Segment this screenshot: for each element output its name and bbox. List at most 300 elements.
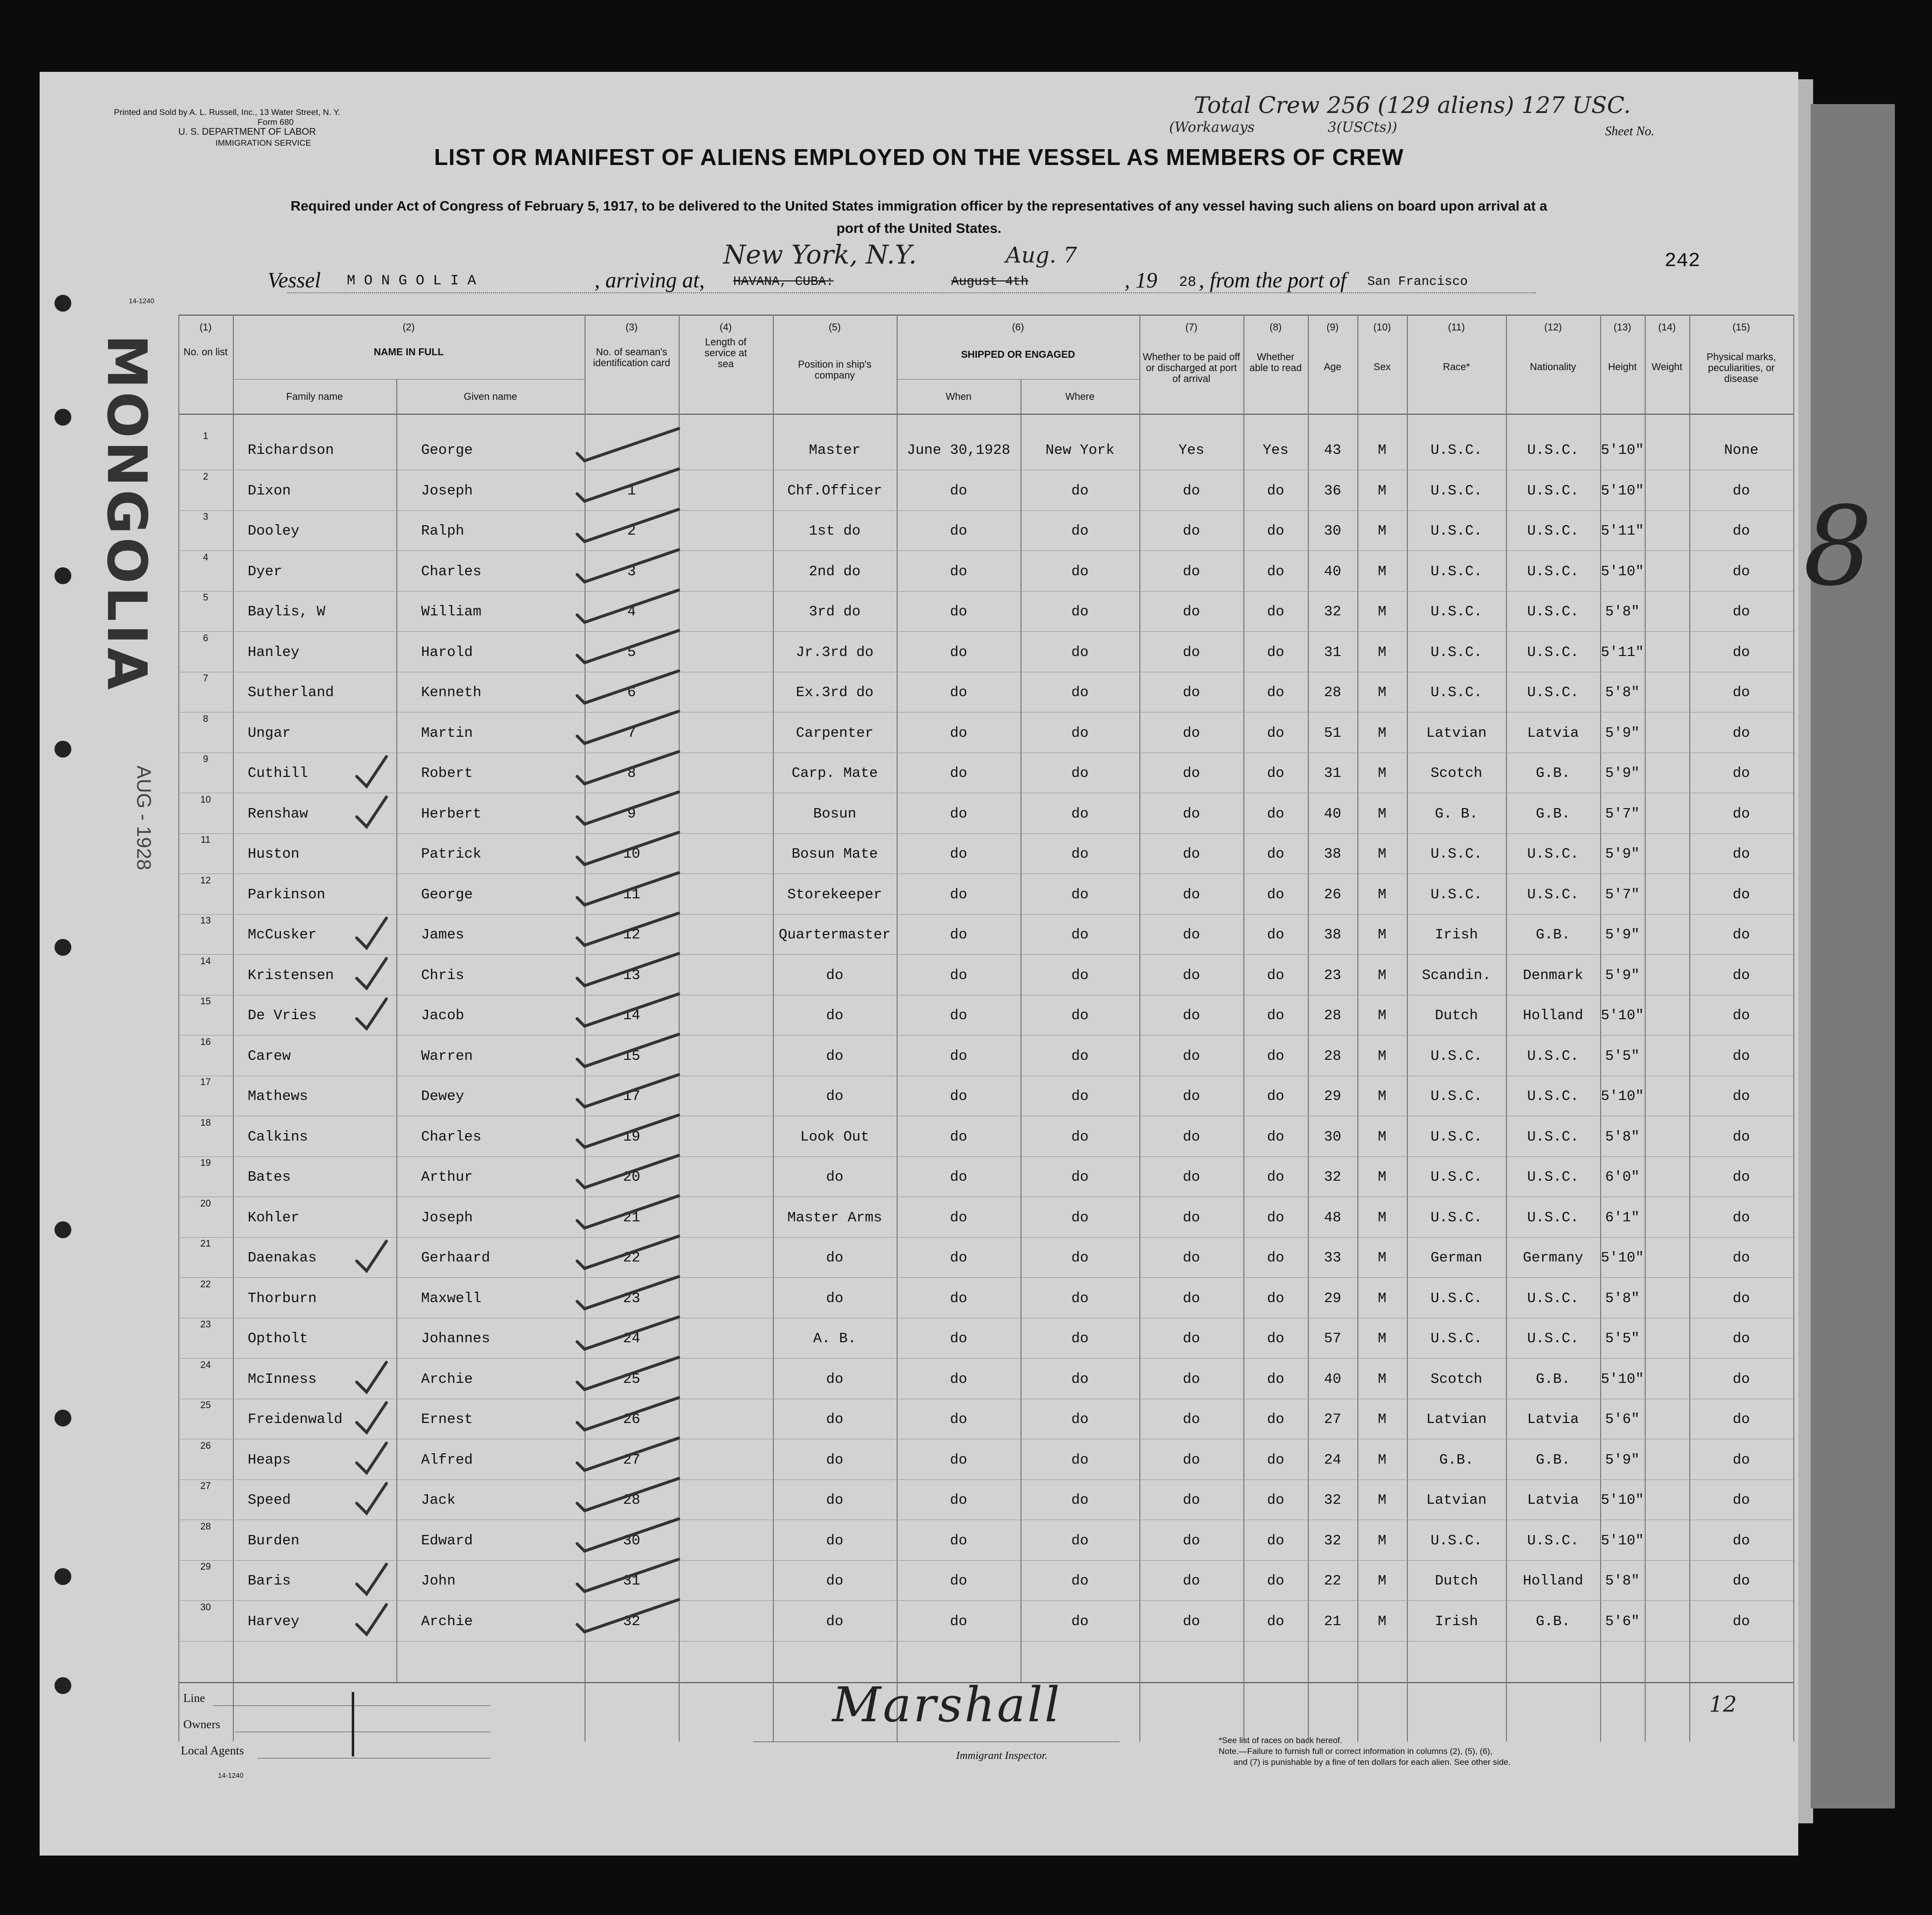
cell-physical: do <box>1732 967 1750 984</box>
cell-age: 26 <box>1324 886 1342 903</box>
cell-age: 27 <box>1324 1411 1342 1427</box>
row-number: 23 <box>200 1319 211 1330</box>
check-mark <box>577 1035 679 1067</box>
cell-when: do <box>950 1169 967 1185</box>
cell-when: do <box>950 1290 967 1307</box>
cell-height: 5'10" <box>1601 1492 1644 1508</box>
cell-paid: do <box>1182 724 1200 741</box>
cell-age: 24 <box>1324 1451 1342 1468</box>
row-number: 11 <box>201 835 211 845</box>
cell-age: 38 <box>1324 846 1342 862</box>
cell-given: Chris <box>421 967 465 984</box>
cell-where: do <box>1071 886 1089 903</box>
cell-family: Parkinson <box>248 886 325 903</box>
cell-race: Dutch <box>1435 1007 1478 1024</box>
pencil-checkmarks <box>40 72 1798 1856</box>
cell-paid: do <box>1182 563 1200 580</box>
cell-age: 32 <box>1324 1532 1342 1549</box>
cell-where: do <box>1071 1047 1089 1064</box>
cell-race: U.S.C. <box>1430 1330 1483 1347</box>
cell-sex: M <box>1378 563 1387 580</box>
cell-family: Burden <box>248 1532 300 1549</box>
cell-age: 21 <box>1324 1613 1342 1630</box>
cell-height: 5'9" <box>1605 846 1640 862</box>
printer-line: Printed and Sold by A. L. Russell, Inc., 13 Water Street, N. Y. <box>114 108 341 117</box>
row-number: 22 <box>200 1279 211 1290</box>
footer-owners-label: Owners <box>183 1718 220 1731</box>
cell-physical: do <box>1732 1613 1750 1630</box>
cell-nationality: U.S.C. <box>1527 1330 1579 1347</box>
manifest-subtitle-2: port of the United States. <box>836 220 1002 236</box>
row-number: 13 <box>200 916 211 926</box>
cell-physical: do <box>1732 1250 1750 1266</box>
cell-physical: do <box>1732 1290 1750 1307</box>
row-number: 25 <box>200 1400 211 1411</box>
cell-family: Huston <box>248 846 300 862</box>
cell-card: 26 <box>623 1411 641 1427</box>
cell-given: Jacob <box>421 1007 465 1024</box>
name-check-mark <box>357 959 386 988</box>
cell-paid: do <box>1182 927 1200 943</box>
cell-sex: M <box>1378 1088 1387 1104</box>
header-race: Race* <box>1443 362 1470 373</box>
cell-read: do <box>1267 1411 1285 1427</box>
year-prefix: , 19 <box>1125 268 1157 292</box>
cell-nationality: Holland <box>1523 1007 1583 1024</box>
col-num-10: (10) <box>1373 322 1391 333</box>
cell-height: 5'7" <box>1605 886 1640 903</box>
cell-card: 32 <box>623 1613 641 1630</box>
cell-given: Archie <box>421 1370 473 1387</box>
cell-where: do <box>1071 1128 1089 1145</box>
cell-family: Kristensen <box>248 967 334 984</box>
check-mark <box>577 832 679 865</box>
cell-sex: M <box>1378 886 1387 903</box>
cell-when: do <box>950 1451 967 1468</box>
check-mark <box>577 1559 679 1591</box>
col-num-12: (12) <box>1544 322 1562 333</box>
department-name: U. S. DEPARTMENT OF LABOR <box>178 127 316 137</box>
cell-when: do <box>950 967 967 984</box>
cell-position: 1st do <box>808 523 861 539</box>
cell-read: do <box>1267 644 1285 660</box>
cell-sex: M <box>1378 927 1387 943</box>
header-when: When <box>945 391 972 402</box>
cell-race: Dutch <box>1435 1573 1478 1589</box>
check-mark <box>577 873 679 905</box>
cell-age: 29 <box>1324 1290 1342 1307</box>
cell-card: 7 <box>627 724 636 741</box>
cell-given: Gerhaard <box>421 1250 490 1266</box>
cell-family: Optholt <box>248 1330 308 1347</box>
cell-nationality: U.S.C. <box>1527 1047 1579 1064</box>
row-number: 27 <box>200 1481 211 1491</box>
check-mark <box>577 1478 679 1511</box>
cell-age: 43 <box>1324 442 1342 458</box>
check-mark <box>577 1196 679 1228</box>
cell-height: 5'8" <box>1605 1573 1640 1589</box>
cell-race: U.S.C. <box>1430 1088 1483 1104</box>
cell-nationality: G.B. <box>1536 1370 1570 1387</box>
cell-height: 5'9" <box>1605 724 1640 741</box>
cell-physical: do <box>1732 1370 1750 1387</box>
cell-race: Latvian <box>1426 1492 1487 1508</box>
check-mark <box>577 1236 679 1268</box>
cell-given: Alfred <box>421 1451 473 1468</box>
cell-family: Dyer <box>248 563 282 580</box>
cell-paid: do <box>1182 1169 1200 1185</box>
cell-age: 38 <box>1324 927 1342 943</box>
cell-given: John <box>421 1573 456 1589</box>
cell-position: do <box>826 1370 844 1387</box>
check-mark <box>577 792 679 824</box>
cell-age: 30 <box>1324 523 1342 539</box>
cell-family: Baris <box>248 1573 291 1589</box>
cell-sex: M <box>1378 1411 1387 1427</box>
cell-height: 5'10" <box>1601 1532 1644 1549</box>
cell-where: do <box>1071 684 1089 701</box>
cell-paid: do <box>1182 1532 1200 1549</box>
cell-given: William <box>421 603 482 620</box>
cell-given: Kenneth <box>421 684 482 701</box>
col-num-15: (15) <box>1732 322 1750 333</box>
cell-family: Hanley <box>248 644 300 660</box>
form-code-top: 14-1240 <box>129 297 155 305</box>
cell-nationality: G.B. <box>1536 805 1570 822</box>
form-number: Form 680 <box>258 117 294 127</box>
cell-race: U.S.C. <box>1430 644 1483 660</box>
cell-paid: do <box>1182 1007 1200 1024</box>
cell-read: Yes <box>1262 442 1289 458</box>
cell-paid: do <box>1182 846 1200 862</box>
row-number: 19 <box>200 1158 211 1168</box>
name-check-mark <box>357 1403 386 1432</box>
cell-when: do <box>950 1573 967 1589</box>
cell-family: Harvey <box>248 1613 300 1630</box>
cell-where: do <box>1071 1088 1089 1104</box>
header-family-name: Family name <box>286 391 343 402</box>
cell-given: Arthur <box>421 1169 473 1185</box>
inspector-signature: Marshall <box>832 1677 1062 1733</box>
cell-family: Dooley <box>248 523 300 539</box>
cell-height: 5'10" <box>1601 1007 1644 1024</box>
col-num-4: (4) <box>719 322 732 333</box>
cell-family: Dixon <box>248 482 291 499</box>
cell-physical: do <box>1732 603 1750 620</box>
header-length-service: Length of service at sea <box>704 337 747 370</box>
cell-age: 22 <box>1324 1573 1342 1589</box>
cell-nationality: G.B. <box>1536 1613 1570 1630</box>
cell-race: U.S.C. <box>1430 1047 1483 1064</box>
cell-position: A. B. <box>813 1330 857 1347</box>
row-number: 8 <box>203 713 209 724</box>
cell-physical: do <box>1732 886 1750 903</box>
cell-physical: do <box>1732 805 1750 822</box>
binder-strip <box>1811 104 1895 1808</box>
cell-given: Maxwell <box>421 1290 482 1307</box>
col-num-14: (14) <box>1658 322 1676 333</box>
header-height: Height <box>1608 362 1637 373</box>
cell-family: Kohler <box>248 1209 300 1226</box>
cell-position: do <box>826 1290 844 1307</box>
cell-physical: do <box>1732 1007 1750 1024</box>
cell-position: 2nd do <box>808 563 861 580</box>
cell-nationality: U.S.C. <box>1527 1209 1579 1226</box>
cell-read: do <box>1267 805 1285 822</box>
cell-where: do <box>1071 1007 1089 1024</box>
cell-card: 28 <box>623 1492 641 1508</box>
name-check-mark <box>357 1564 386 1594</box>
cell-card: 6 <box>627 684 636 701</box>
cell-height: 5'10" <box>1601 563 1644 580</box>
cell-height: 5'5" <box>1605 1330 1640 1347</box>
cell-race: U.S.C. <box>1430 846 1483 862</box>
cell-where: do <box>1071 1330 1089 1347</box>
cell-physical: do <box>1732 523 1750 539</box>
col-num-11: (11) <box>1448 322 1465 333</box>
check-mark <box>577 469 679 501</box>
cell-paid: do <box>1182 603 1200 620</box>
header-age: Age <box>1324 362 1342 373</box>
cell-family: Freidenwald <box>248 1411 343 1427</box>
cell-where: do <box>1071 1613 1089 1630</box>
cell-card: 12 <box>623 927 641 943</box>
cell-paid: do <box>1182 1573 1200 1589</box>
cell-paid: do <box>1182 1370 1200 1387</box>
cell-when: do <box>950 482 967 499</box>
cell-where: do <box>1071 1290 1089 1307</box>
footer-line-label: Line <box>183 1692 205 1705</box>
cell-where: do <box>1071 644 1089 660</box>
cell-read: do <box>1267 1088 1285 1104</box>
cell-read: do <box>1267 1047 1285 1064</box>
cell-sex: M <box>1378 1451 1387 1468</box>
cell-age: 32 <box>1324 1169 1342 1185</box>
cell-position: Quartermaster <box>778 927 891 943</box>
year-suffix: 28 <box>1179 274 1196 290</box>
cell-read: do <box>1267 1451 1285 1468</box>
cell-race: U.S.C. <box>1430 523 1483 539</box>
cell-physical: do <box>1732 1451 1750 1468</box>
cell-position: Look Out <box>800 1128 869 1145</box>
cell-where: do <box>1071 1492 1089 1508</box>
check-mark <box>577 1277 679 1309</box>
cell-family: Richardson <box>248 442 334 458</box>
cell-read: do <box>1267 1370 1285 1387</box>
col-num-3: (3) <box>625 322 638 333</box>
cell-card: 14 <box>623 1007 641 1024</box>
cell-card: 4 <box>627 603 636 620</box>
row-number: 4 <box>203 552 209 563</box>
cell-sex: M <box>1378 967 1387 984</box>
cell-height: 5'6" <box>1605 1613 1640 1630</box>
cell-nationality: Latvia <box>1527 1492 1579 1508</box>
cell-family: McInness <box>248 1370 317 1387</box>
row-number: 9 <box>203 754 209 765</box>
cell-paid: do <box>1182 1451 1200 1468</box>
check-mark <box>577 1600 679 1632</box>
cell-height: 5'5" <box>1605 1047 1640 1064</box>
row-number: 10 <box>200 794 211 805</box>
cell-nationality: U.S.C. <box>1527 1088 1579 1104</box>
cell-family: Renshaw <box>248 805 308 822</box>
cell-given: Dewey <box>421 1088 465 1104</box>
cell-read: do <box>1267 1169 1285 1185</box>
cell-where: do <box>1071 1169 1089 1185</box>
cell-where: do <box>1071 1573 1089 1589</box>
cell-position: Jr.3rd do <box>796 644 874 660</box>
cell-read: do <box>1267 1613 1285 1630</box>
cell-height: 5'10" <box>1601 1250 1644 1266</box>
cell-family: Calkins <box>248 1128 308 1145</box>
cell-position: Chf.Officer <box>787 482 882 499</box>
cell-when: do <box>950 1532 967 1549</box>
handwritten-workaways: (Workaways <box>1169 119 1255 135</box>
cell-height: 5'11" <box>1601 523 1644 539</box>
cell-read: do <box>1267 563 1285 580</box>
cell-given: Martin <box>421 724 473 741</box>
cell-position: do <box>826 1573 844 1589</box>
cell-card: 15 <box>623 1047 641 1064</box>
cell-age: 28 <box>1324 1007 1342 1024</box>
cell-given: Edward <box>421 1532 473 1549</box>
cell-position: do <box>826 1007 844 1024</box>
manifest-sheet <box>40 72 1873 1856</box>
cell-read: do <box>1267 1007 1285 1024</box>
header-weight: Weight <box>1652 362 1682 373</box>
name-check-mark <box>357 797 386 827</box>
check-mark <box>577 1317 679 1349</box>
cell-paid: do <box>1182 482 1200 499</box>
cell-read: do <box>1267 765 1285 781</box>
footer-pencil-mark <box>352 1692 354 1756</box>
cell-position: Master <box>808 442 861 458</box>
cell-sex: M <box>1378 1250 1387 1266</box>
cell-age: 40 <box>1324 1370 1342 1387</box>
cell-age: 32 <box>1324 1492 1342 1508</box>
cell-position: do <box>826 1451 844 1468</box>
cell-when: do <box>950 886 967 903</box>
cell-physical: do <box>1732 1209 1750 1226</box>
cell-nationality: U.S.C. <box>1527 442 1579 458</box>
departure-port: San Francisco <box>1367 274 1468 289</box>
cell-given: Harold <box>421 644 473 660</box>
row-number: 20 <box>200 1198 211 1209</box>
check-mark <box>577 711 679 744</box>
cell-card: 2 <box>627 523 636 539</box>
cell-height: 5'10" <box>1601 1088 1644 1104</box>
cell-physical: do <box>1732 846 1750 862</box>
cell-race: U.S.C. <box>1430 482 1483 499</box>
check-mark <box>577 631 679 663</box>
cell-race: U.S.C. <box>1430 603 1483 620</box>
cell-when: do <box>950 603 967 620</box>
col-num-6: (6) <box>1012 322 1024 333</box>
cell-age: 40 <box>1324 805 1342 822</box>
side-stamp-vessel: MONGOLIA <box>95 334 159 693</box>
cell-nationality: U.S.C. <box>1527 644 1579 660</box>
cell-nationality: U.S.C. <box>1527 684 1579 701</box>
cell-when: do <box>950 846 967 862</box>
cell-nationality: Holland <box>1523 1573 1583 1589</box>
cell-read: do <box>1267 1330 1285 1347</box>
cell-when: do <box>950 1370 967 1387</box>
cell-race: U.S.C. <box>1430 442 1483 458</box>
check-mark <box>577 1358 679 1390</box>
cell-sex: M <box>1378 1128 1387 1145</box>
header-nationality: Nationality <box>1530 362 1576 373</box>
cell-card: 30 <box>623 1532 641 1549</box>
header-where: Where <box>1065 391 1095 402</box>
cell-where: do <box>1071 846 1089 862</box>
cell-card: 25 <box>623 1370 641 1387</box>
check-mark <box>577 1075 679 1107</box>
cell-when: do <box>950 927 967 943</box>
cell-physical: do <box>1732 1128 1750 1145</box>
arrival-date: August 4th <box>951 274 1029 289</box>
cell-age: 29 <box>1324 1088 1342 1104</box>
cell-age: 31 <box>1324 765 1342 781</box>
cell-when: do <box>950 765 967 781</box>
col-num-9: (9) <box>1326 322 1339 333</box>
cell-given: Robert <box>421 765 473 781</box>
cell-given: Joseph <box>421 1209 473 1226</box>
cell-sex: M <box>1378 724 1387 741</box>
name-check-mark <box>357 1363 386 1392</box>
cell-where: do <box>1071 1370 1089 1387</box>
cell-physical: do <box>1732 1047 1750 1064</box>
cell-paid: do <box>1182 1290 1200 1307</box>
cell-card: 5 <box>627 644 636 660</box>
cell-read: do <box>1267 523 1285 539</box>
cell-sex: M <box>1378 1047 1387 1064</box>
cell-paid: do <box>1182 967 1200 984</box>
cell-physical: do <box>1732 1411 1750 1427</box>
cell-card: 27 <box>623 1451 641 1468</box>
header-able-read: Whether able to read <box>1249 352 1302 374</box>
cell-when: do <box>950 805 967 822</box>
handwritten-usc-count: 3(USCts)) <box>1328 119 1397 135</box>
cell-physical: do <box>1732 684 1750 701</box>
cell-physical: do <box>1732 644 1750 660</box>
row-number: 30 <box>200 1602 211 1613</box>
cell-height: 5'7" <box>1605 805 1640 822</box>
cell-card: 9 <box>627 805 636 822</box>
cell-age: 30 <box>1324 1128 1342 1145</box>
cell-sex: M <box>1378 603 1387 620</box>
cell-when: do <box>950 1411 967 1427</box>
cell-where: do <box>1071 1250 1089 1266</box>
cell-sex: M <box>1378 1290 1387 1307</box>
cell-position: do <box>826 1047 844 1064</box>
cell-card: 3 <box>627 563 636 580</box>
cell-height: 5'11" <box>1601 644 1644 660</box>
cell-position: Storekeeper <box>787 886 882 903</box>
check-mark <box>577 1155 679 1188</box>
cell-physical: None <box>1724 442 1759 458</box>
cell-where: do <box>1071 563 1089 580</box>
cell-sex: M <box>1378 1532 1387 1549</box>
cell-where: do <box>1071 765 1089 781</box>
cell-card: 17 <box>623 1088 641 1104</box>
footer-agents-label: Local Agents <box>181 1745 244 1757</box>
header-shipped: SHIPPED OR ENGAGED <box>961 349 1075 360</box>
cell-age: 32 <box>1324 603 1342 620</box>
cell-physical: do <box>1732 1088 1750 1104</box>
cell-race: Scandin. <box>1422 967 1491 984</box>
cell-age: 33 <box>1324 1250 1342 1266</box>
cell-when: do <box>950 1209 967 1226</box>
